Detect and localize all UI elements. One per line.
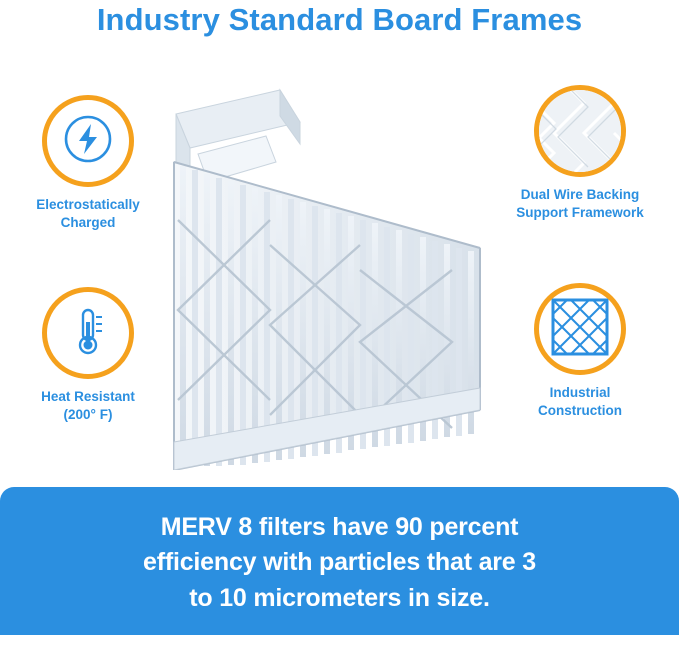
merv-rating-banner (0, 487, 679, 635)
feature-badge (42, 95, 134, 187)
diamond-grid-icon (549, 296, 611, 363)
page-title: Industry Standard Board Frames (96, 2, 583, 37)
feature-electrostatically-charged (8, 95, 168, 232)
banner-line-1: MERV 8 filters have 90 percent (160, 512, 519, 541)
wire-mesh-photo-icon (534, 85, 626, 177)
banner-line-2: efficiency with particles that are 3 (143, 548, 536, 577)
lightning-bolt-icon (61, 112, 115, 171)
feature-label: Electrostatically (36, 197, 140, 212)
banner-line-3: to 10 micrometers in size. (189, 583, 490, 612)
feature-dual-wire-backing (500, 85, 660, 222)
feature-industrial-construction (500, 283, 660, 420)
feature-label: Industrial (549, 385, 611, 400)
feature-label: Heat Resistant (41, 389, 135, 404)
feature-label: Dual Wire Backing (520, 187, 640, 202)
feature-label-line2: (200° F) (63, 407, 113, 423)
feature-label-line2: Charged (60, 215, 116, 231)
feature-label-line2: Construction (538, 403, 622, 419)
feature-heat-resistant (8, 287, 168, 424)
product-illustration (160, 70, 510, 470)
feature-badge (42, 287, 134, 379)
feature-badge (534, 283, 626, 375)
thermometer-icon (59, 302, 117, 365)
feature-badge (534, 85, 626, 177)
feature-label-line2: Support Framework (516, 205, 644, 221)
